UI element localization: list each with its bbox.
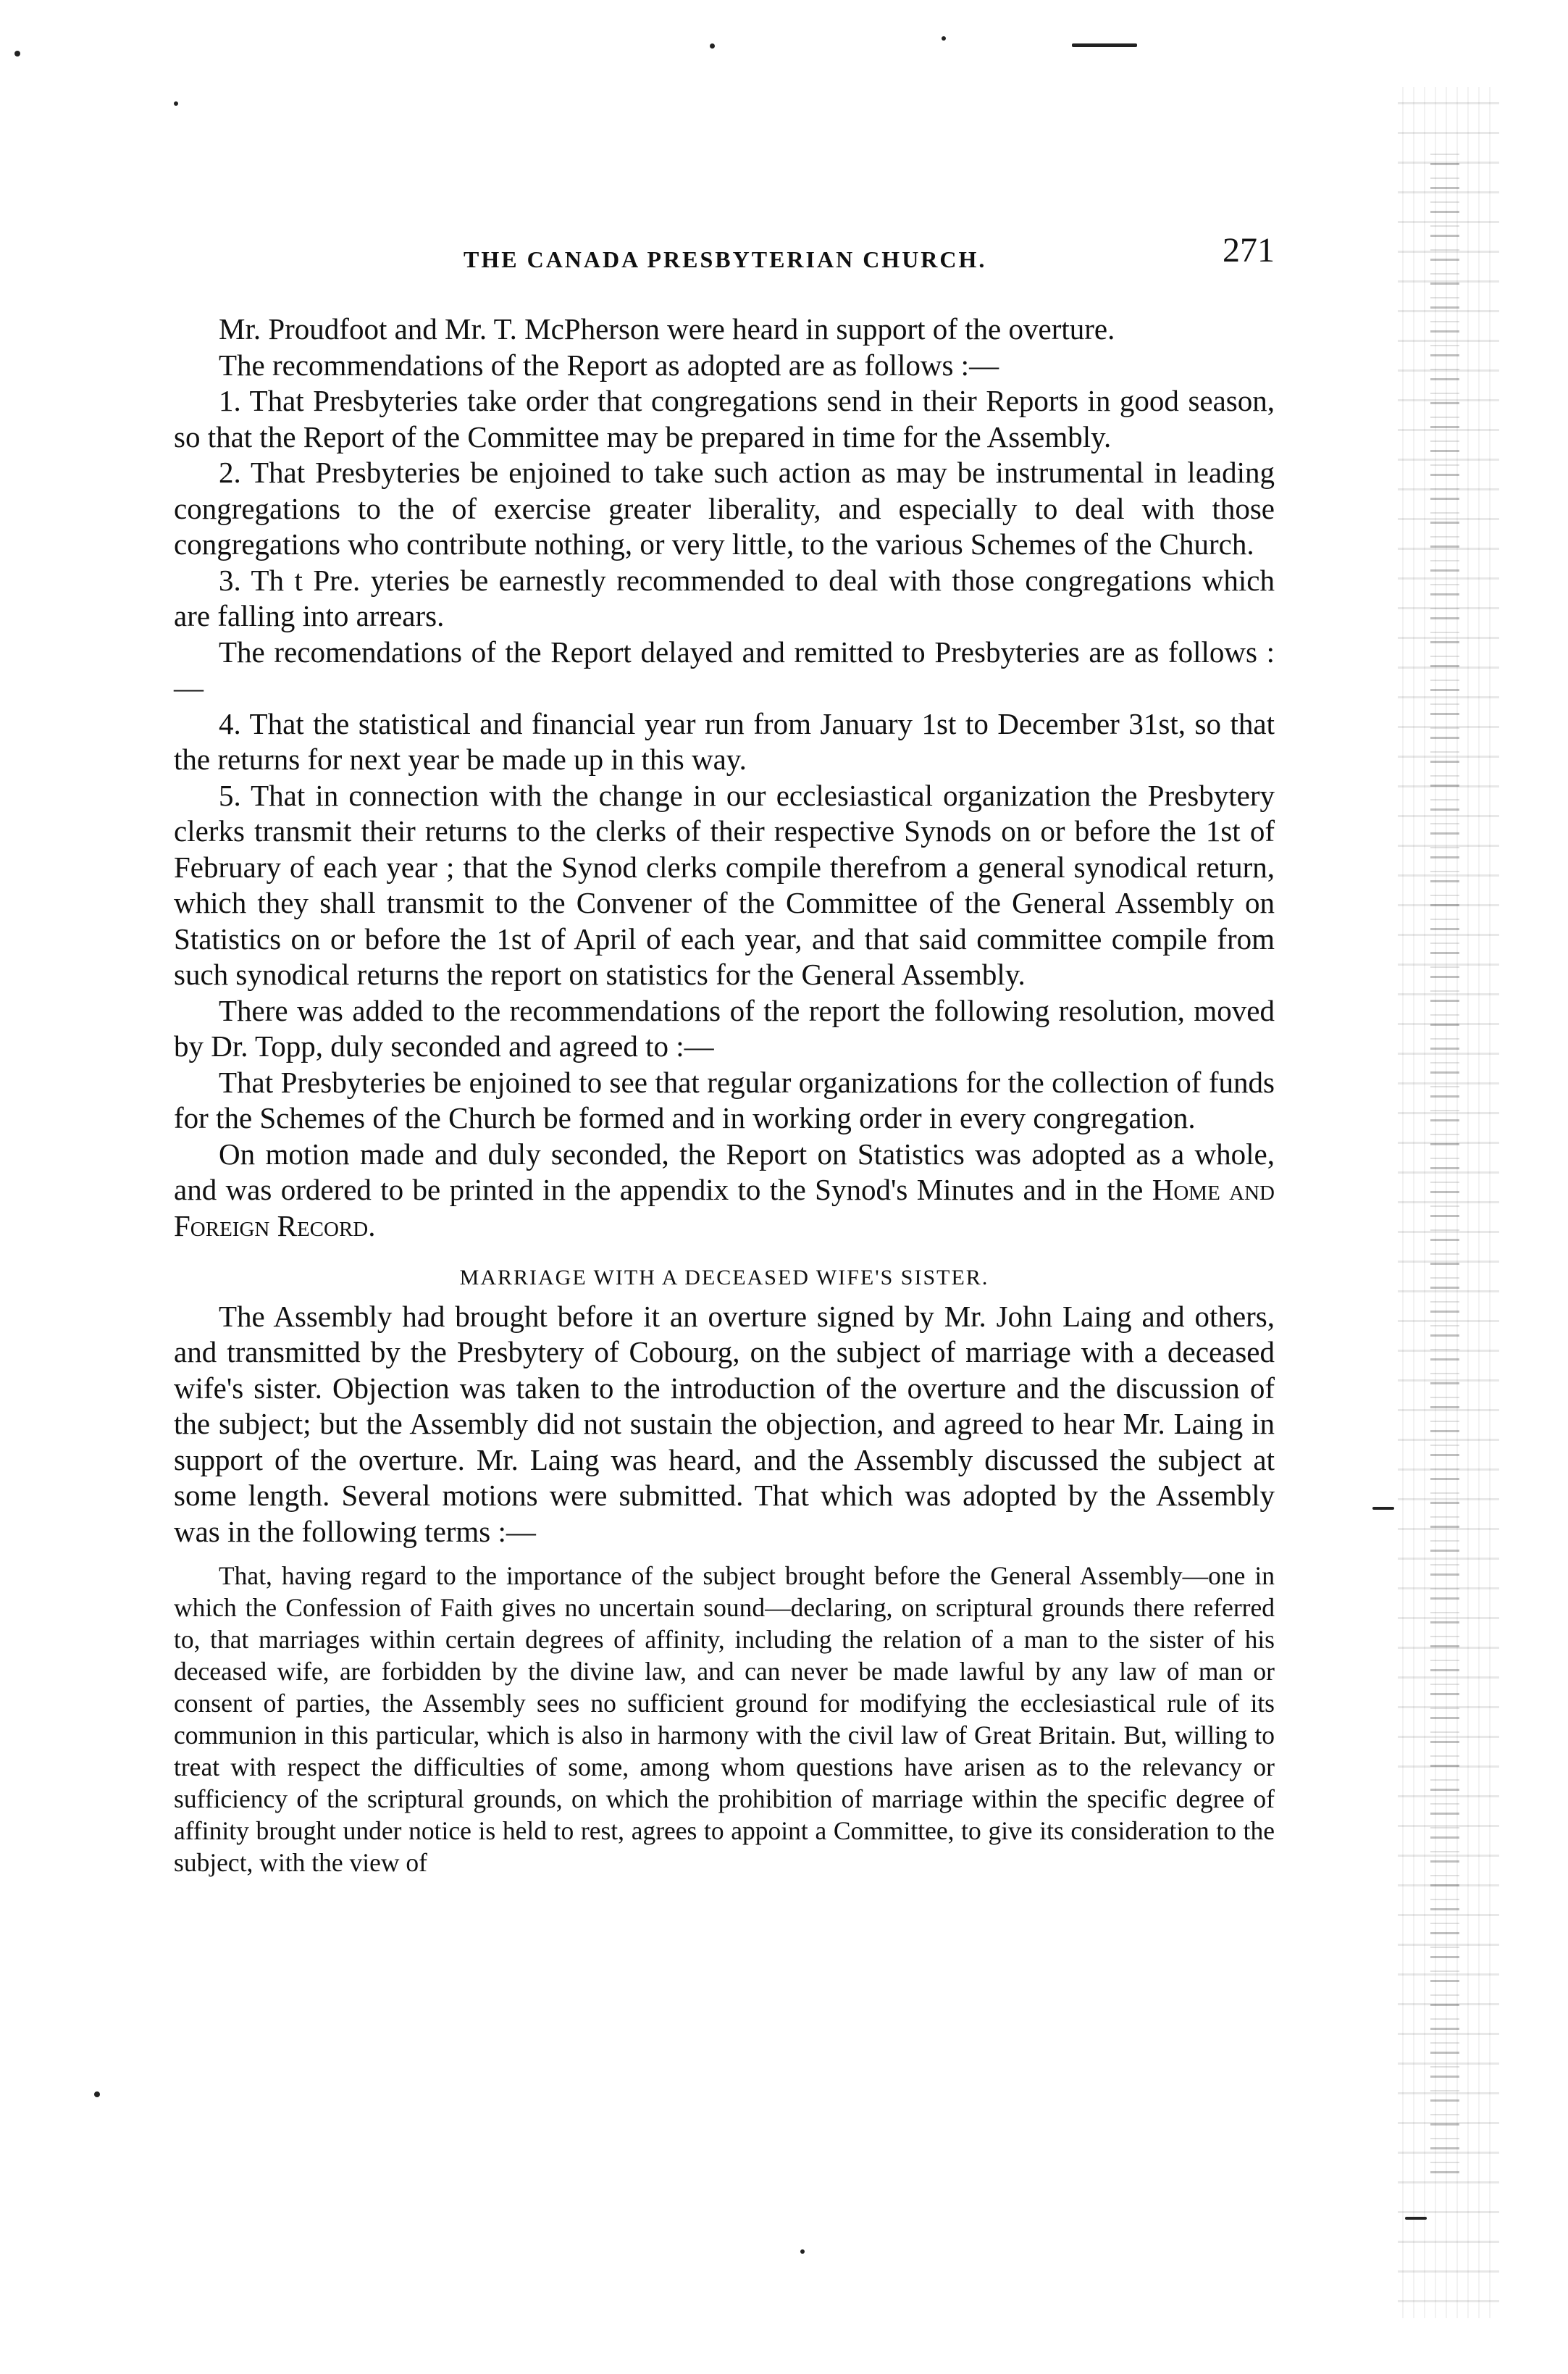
recommendation-2: 2. That Presbyteries be enjoined to take such action as may be instrumental in leading congregations to the of exercise greater liberality, and especially to deal with those congregations who contribute nothing, or very little, to the various Schemes of the Church. (174, 456, 1275, 561)
scan-speck (800, 2249, 805, 2254)
paragraph: Mr. Proudfoot and Mr. T. McPherson were heard in support of the overture. (219, 312, 1115, 346)
scan-speck (174, 101, 178, 106)
page-header (174, 230, 1275, 288)
scanned-page-edge-dark (1430, 145, 1459, 2173)
paragraph: The recomendations of the Report delayed and remitted to Presbyteries are as follows :— (174, 635, 1275, 704)
scan-speck (942, 36, 946, 41)
page-number: 271 (1223, 231, 1275, 269)
scan-speck (710, 43, 715, 49)
recommendation-3: 3. Th t Pre. yteries be earnestly recommended to deal with those congregations which are falling into arrears. (174, 563, 1275, 632)
paragraph-text: On motion made and duly seconded, the Report on Statistics was adopted as a whole, and was ordered to be printed in the appendix to the Synod's Minutes and in the (174, 1137, 1275, 1206)
paragraph: The Assembly had brought before it an overture signed by Mr. John Laing and others, and transmitted by the Presbytery of Cobourg, on the subject of marriage with a deceased wife's sister. Objection was taken to the introduction of the overture and the discussion of the subject; but the Assembly did not sustain the objection, and agreed to hear Mr. Laing in support of the overture. Mr. Laing was heard, and the Assembly discussed the subject at some length. Several motions were submitted. That which was adopted by the Assembly was in the following terms :— (174, 1299, 1275, 1548)
running-title: THE CANADA PRESBYTERIAN CHURCH. (464, 246, 987, 272)
recommendation-5: 5. That in connection with the change in our ecclesiastical organization the Presbytery clerks transmit their returns to the clerks of their respective Synods on or before the 1st of February of each year ; that the Synod clerks compile therefrom a general synodical return, which they shall transmit to the Convener of the Committee of the General Assembly on Statistics on or before the 1st of April of each year, and that said committee compile from such synodical returns the report on statistics for the General Assembly. (174, 778, 1275, 991)
section-heading: MARRIAGE WITH A DECEASED WIFE'S SISTER. (459, 1266, 989, 1290)
adopted-motion: That, having regard to the importance of the subject brought before the General Assembly—one in which the Confession of Faith gives no uncertain sound—declaring, on scriptural grounds there referred to, that marriages within certain degrees of affinity, including the relation of a man to the sister of his deceased wife, are forbidden by the divine law, and can never be made lawful by any law of man or consent of parties, the Assembly sees no sufficient ground for modifying the ecclesiastical rule of its communion in this particular, which is also in harmony with the civil law of Great Britain. But, willing to treat with respect the difficulties of some, among whom questions have arisen as to the relevancy or sufficiency of the scriptural grounds, on which the prohibition of marriage within the specific degree of affinity brought under notice is held to rest, agrees to appoint a Committee, to give its consideration to the subject, with the view of (174, 1561, 1275, 1877)
page-body (174, 312, 1275, 1878)
resolution: That Presbyteries be enjoined to see that regular organizations for the collection of funds for the Schemes of the Church be formed and in working order in every congregation. (174, 1065, 1275, 1134)
scan-speck (1072, 43, 1137, 47)
scan-speck (1405, 2217, 1427, 2220)
recommendation-1: 1. That Presbyteries take order that congregations send in their Reports in good season, so that the Report of the Committee may be prepared in time for the Assembly. (174, 384, 1275, 454)
paragraph: The recommendations of the Report as adopted are as follows :— (219, 348, 999, 382)
paragraph (174, 1137, 1275, 1245)
scan-speck (94, 2091, 100, 2097)
publication-title: Home and Foreign Record. (174, 1173, 1275, 1242)
scan-speck (1372, 1507, 1394, 1510)
scan-speck (14, 51, 20, 57)
paragraph: There was added to the recommendations of the report the following resolution, moved by Dr. Topp, duly seconded and agreed to :— (174, 993, 1275, 1063)
recommendation-4: 4. That the statistical and financial year run from January 1st to December 31st, so that the returns for next year be made up in this way. (174, 706, 1275, 776)
